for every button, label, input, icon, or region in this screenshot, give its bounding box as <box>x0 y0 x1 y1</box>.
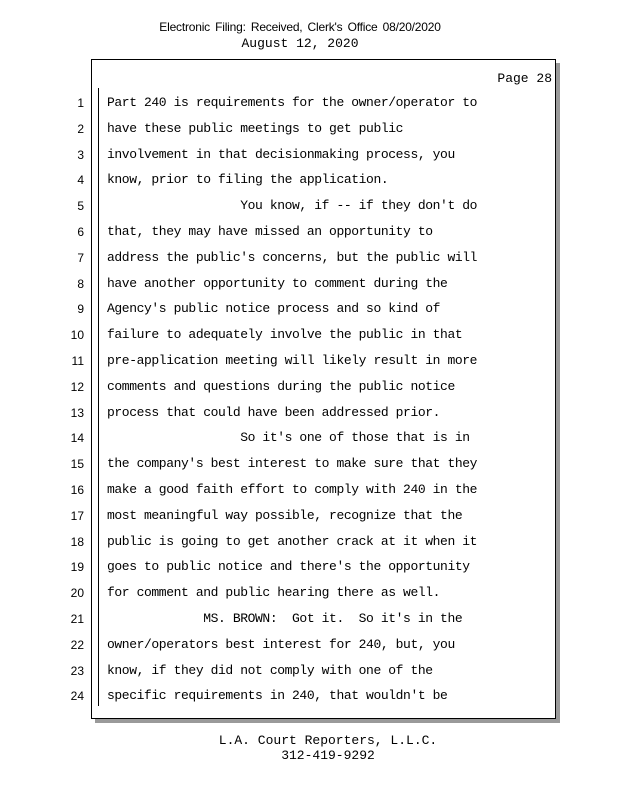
transcript-line: public is going to get another crack at it when it <box>107 533 478 549</box>
line-number: 16 <box>70 482 84 497</box>
line-number: 22 <box>70 637 84 652</box>
transcript-line: have these public meetings to get public <box>107 120 404 136</box>
line-number: 19 <box>70 560 84 575</box>
line-number: 7 <box>77 250 84 265</box>
line-number: 8 <box>77 276 84 291</box>
transcript-line: involvement in that decisionmaking process, you <box>107 146 455 162</box>
transcript-line: know, prior to filing the application. <box>107 172 389 188</box>
transcript-line: failure to adequately involve the public in that <box>107 327 463 343</box>
transcript-line: owner/operators best interest for 240, but, you <box>107 636 455 652</box>
transcript-line: make a good faith effort to comply with 240 in the <box>107 481 478 497</box>
transcript-line: that, they may have missed an opportunity to <box>107 223 433 239</box>
transcript-line: address the public's concerns, but the public will <box>107 249 478 265</box>
transcript-line: the company's best interest to make sure that they <box>107 456 478 472</box>
line-number-margin-rule <box>98 88 99 706</box>
line-number-column <box>60 93 84 712</box>
line-number: 10 <box>70 328 84 343</box>
transcript-line: You know, if -- if they don't do <box>107 198 478 214</box>
line-number: 1 <box>77 96 84 110</box>
transcript-line: Agency's public notice process and so kind of <box>107 301 441 317</box>
line-number: 2 <box>77 121 84 136</box>
transcript-date: August 12, 2020 <box>241 36 359 51</box>
line-number: 3 <box>77 147 84 162</box>
line-number: 9 <box>77 302 84 317</box>
reporter-footer <box>0 733 618 763</box>
line-number: 4 <box>77 173 84 188</box>
line-number: 18 <box>70 534 84 549</box>
line-number: 11 <box>71 353 84 368</box>
line-number: 5 <box>77 199 84 214</box>
reporter-phone: 312-419-9292 <box>281 748 375 763</box>
transcript-line: have another opportunity to comment during the <box>107 275 448 291</box>
transcript-line: for comment and public hearing there as well. <box>107 585 441 601</box>
line-number: 15 <box>70 457 84 472</box>
line-number: 23 <box>70 663 84 678</box>
transcript-line: goes to public notice and there's the opportunity <box>107 559 470 575</box>
line-number: 20 <box>70 586 84 601</box>
transcript-line: So it's one of those that is in <box>107 430 470 446</box>
line-number: 6 <box>77 224 84 239</box>
line-number: 17 <box>70 508 84 523</box>
transcript-line: comments and questions during the public notice <box>107 378 455 394</box>
transcript-line: process that could have been addressed prior. <box>107 404 441 420</box>
line-number: 21 <box>70 611 84 626</box>
line-number: 12 <box>70 379 84 394</box>
line-number: 13 <box>70 405 84 420</box>
transcript-line: MS. BROWN: Got it. So it's in the <box>107 610 463 626</box>
electronic-filing-stamp: Electronic Filing: Received, Clerk's Office 08/20/2020 <box>159 20 441 34</box>
transcript-line: specific requirements in 240, that wouldn't be <box>107 688 448 704</box>
transcript-line: Part 240 is requirements for the owner/operator to <box>107 95 478 110</box>
line-number: 14 <box>70 431 84 446</box>
line-number: 24 <box>70 689 84 704</box>
page-number: Page 28 <box>497 71 552 86</box>
transcript-line: know, if they did not comply with one of the <box>107 662 433 678</box>
transcript-body <box>107 93 547 712</box>
reporter-company: L.A. Court Reporters, L.L.C. <box>218 733 438 748</box>
transcript-line: most meaningful way possible, recognize that the <box>107 507 463 523</box>
transcript-line: pre-application meeting will likely result in more <box>107 352 478 368</box>
